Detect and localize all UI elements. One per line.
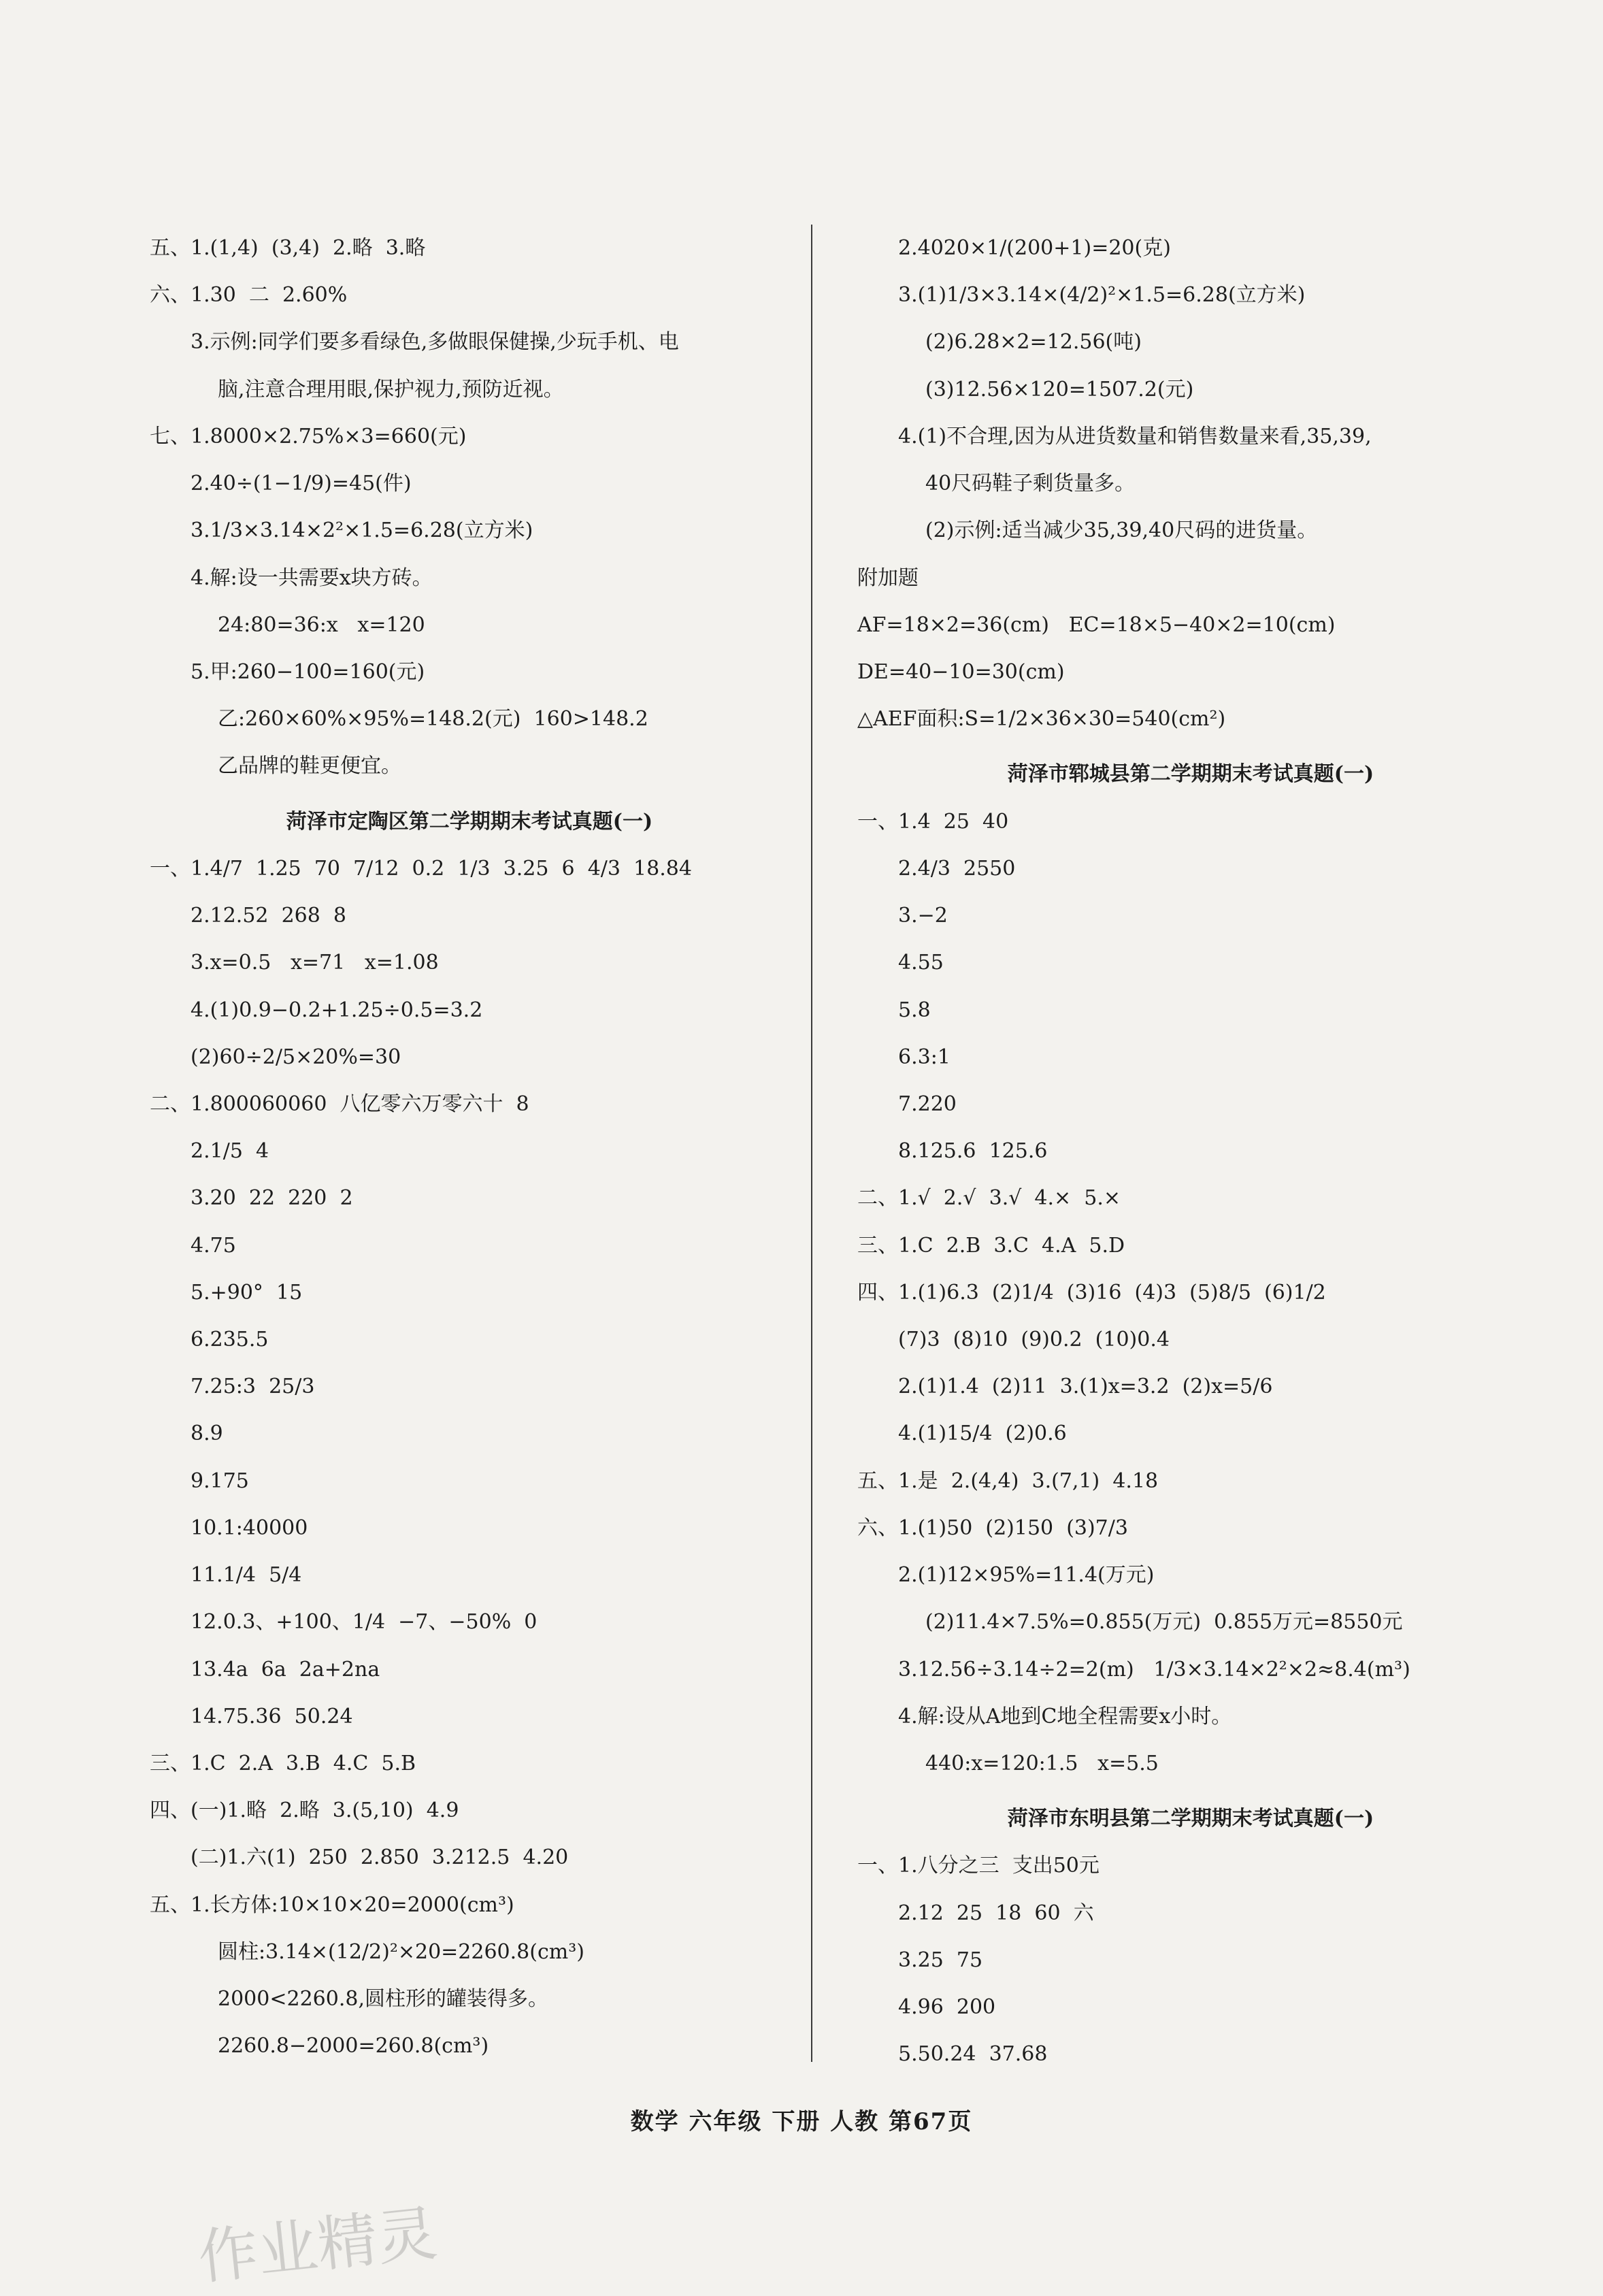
answer-line: 4.解:设一共需要x块方砖。 xyxy=(191,565,433,590)
right-column xyxy=(857,225,1524,2078)
answer-line: 2000<2260.8,圆柱形的罐装得多。 xyxy=(218,1987,548,2012)
answer-line: 8.125.6 125.6 xyxy=(898,1139,1048,1164)
answer-line: 6.235.5 xyxy=(191,1328,269,1352)
answer-line: 3.20 22 220 2 xyxy=(191,1186,353,1211)
answer-line: 4.(1)15/4 (2)0.6 xyxy=(898,1422,1067,1446)
answer-line: 二、1.800060060 八亿零六万零六十 8 xyxy=(150,1092,529,1116)
section-title: 菏泽市郓城县第二学期期末考试真题(一) xyxy=(1007,762,1374,787)
answer-line: 七、1.8000×2.75%×3=660(元) xyxy=(150,424,467,448)
answer-line: (3)12.56×120=1507.2(元) xyxy=(925,377,1194,401)
answer-line: AF=18×2=36(cm) EC=18×5−40×2=10(cm) xyxy=(857,612,1336,637)
answer-line: 5.甲:260−100=160(元) xyxy=(191,659,425,684)
answer-line: 5.+90° 15 xyxy=(191,1280,303,1305)
answer-line: DE=40−10=30(cm) xyxy=(857,659,1065,684)
answer-line: 2.12 25 18 60 六 xyxy=(898,1901,1094,1925)
column-divider xyxy=(811,225,812,2062)
answer-line: 3.25 75 xyxy=(898,1948,983,1972)
answer-line: 2.1/5 4 xyxy=(191,1139,269,1164)
answer-line: 6.3:1 xyxy=(898,1045,951,1069)
answer-line: 2.4020×1/(200+1)=20(克) xyxy=(898,236,1171,260)
answer-line: 圆柱:3.14×(12/2)²×20=2260.8(cm³) xyxy=(218,1939,584,1964)
answer-line: 3.1/3×3.14×2²×1.5=6.28(立方米) xyxy=(191,519,533,543)
answer-line: 三、1.C 2.B 3.C 4.A 5.D xyxy=(857,1233,1125,1258)
answer-line: 五、1.长方体:10×10×20=2000(cm³) xyxy=(150,1892,514,1917)
answer-line: (7)3 (8)10 (9)0.2 (10)0.4 xyxy=(898,1328,1170,1352)
answer-line: 4.(1)不合理,因为从进货数量和销售数量来看,35,39, xyxy=(898,424,1372,448)
answer-line: 3.−2 xyxy=(898,904,948,928)
answer-line: 2.4/3 2550 xyxy=(898,856,1016,881)
watermark: 作业精灵 xyxy=(195,2197,441,2293)
answer-line: 10.1:40000 xyxy=(191,1515,308,1540)
answer-line: 五、1.是 2.(4,4) 3.(7,1) 4.18 xyxy=(857,1469,1159,1493)
answer-line: 40尺码鞋子剩货量多。 xyxy=(925,472,1136,496)
answer-line: 4.75 xyxy=(191,1233,236,1258)
answer-line: 一、1.八分之三 支出50元 xyxy=(857,1854,1100,1878)
answer-line: 一、1.4/7 1.25 70 7/12 0.2 1/3 3.25 6 4/3 18.84 xyxy=(150,856,692,881)
answer-line: 4.解:设从A地到C地全程需要x小时。 xyxy=(898,1704,1232,1728)
answer-line: 24:80=36:x x=120 xyxy=(218,612,425,637)
answer-line: 五、1.(1,4) (3,4) 2.略 3.略 xyxy=(150,236,426,260)
answer-line: 四、(一)1.略 2.略 3.(5,10) 4.9 xyxy=(150,1799,459,1823)
answer-line: 3.12.56÷3.14÷2=2(m) 1/3×3.14×2²×2≈8.4(m³) xyxy=(898,1657,1410,1682)
answer-line: 4.(1)0.9−0.2+1.25÷0.5=3.2 xyxy=(191,998,483,1022)
answer-line: 5.8 xyxy=(898,998,931,1022)
answer-line: 二、1.√ 2.√ 3.√ 4.× 5.× xyxy=(857,1186,1121,1211)
answer-line: (2)6.28×2=12.56(吨) xyxy=(925,330,1142,355)
answer-line: 14.75.36 50.24 xyxy=(191,1704,353,1728)
answer-line: 4.55 xyxy=(898,951,944,975)
answer-line: 2.40÷(1−1/9)=45(件) xyxy=(191,472,412,496)
answer-line: 四、1.(1)6.3 (2)1/4 (3)16 (4)3 (5)8/5 (6)1/2 xyxy=(857,1280,1326,1305)
section-title: 菏泽市定陶区第二学期期末考试真题(一) xyxy=(286,809,653,834)
answer-line: 2.12.52 268 8 xyxy=(191,904,346,928)
answer-line: 三、1.C 2.A 3.B 4.C 5.B xyxy=(150,1752,416,1775)
answer-line: (2)60÷2/5×20%=30 xyxy=(191,1045,401,1069)
answer-line: (2)11.4×7.5%=0.855(万元) 0.855万元=8550元 xyxy=(925,1610,1403,1635)
answer-line: 12.0.3、+100、1/4 −7、−50% 0 xyxy=(191,1610,538,1635)
answer-line: 六、1.30 二 2.60% xyxy=(150,283,348,308)
answer-line: 7.220 xyxy=(898,1092,957,1116)
answer-line: 13.4a 6a 2a+2na xyxy=(191,1657,380,1682)
answer-line: 3.示例:同学们要多看绿色,多做眼保健操,少玩手机、电 xyxy=(191,330,679,355)
answer-line: (二)1.六(1) 250 2.850 3.212.5 4.20 xyxy=(191,1846,569,1870)
page-footer: 数学 六年级 下册 人教 第67页 xyxy=(630,2108,973,2135)
answer-line: 5.50.24 37.68 xyxy=(898,2042,1048,2067)
answer-line: 440:x=120:1.5 x=5.5 xyxy=(925,1752,1159,1775)
section-title: 菏泽市东明县第二学期期末考试真题(一) xyxy=(1007,1807,1374,1831)
answer-line: 一、1.4 25 40 xyxy=(857,809,1009,834)
answer-line: 3.x=0.5 x=71 x=1.08 xyxy=(191,951,439,975)
answer-line: 乙品牌的鞋更便宜。 xyxy=(218,754,401,778)
answer-line: 9.175 xyxy=(191,1469,249,1493)
answer-line: (2)示例:适当减少35,39,40尺码的进货量。 xyxy=(925,519,1318,543)
answer-line: 2260.8−2000=260.8(cm³) xyxy=(218,2034,489,2059)
answer-line: 3.(1)1/3×3.14×(4/2)²×1.5=6.28(立方米) xyxy=(898,283,1306,308)
answer-line: 4.96 200 xyxy=(898,1995,996,2020)
answer-line: 11.1/4 5/4 xyxy=(191,1563,302,1588)
answer-line: 附加题 xyxy=(857,565,919,590)
answer-line: 乙:260×60%×95%=148.2(元) 160>148.2 xyxy=(218,707,648,732)
answer-line: △AEF面积:S=1/2×36×30=540(cm²) xyxy=(857,707,1226,732)
answer-line: 2.(1)12×95%=11.4(万元) xyxy=(898,1563,1155,1588)
answer-line: 7.25:3 25/3 xyxy=(191,1375,315,1399)
answer-line: 脑,注意合理用眼,保护视力,预防近视。 xyxy=(218,377,564,401)
answer-line: 2.(1)1.4 (2)11 3.(1)x=3.2 (2)x=5/6 xyxy=(898,1375,1273,1399)
left-column xyxy=(150,225,789,2070)
answer-line: 8.9 xyxy=(191,1422,223,1446)
answer-line: 六、1.(1)50 (2)150 (3)7/3 xyxy=(857,1515,1128,1540)
